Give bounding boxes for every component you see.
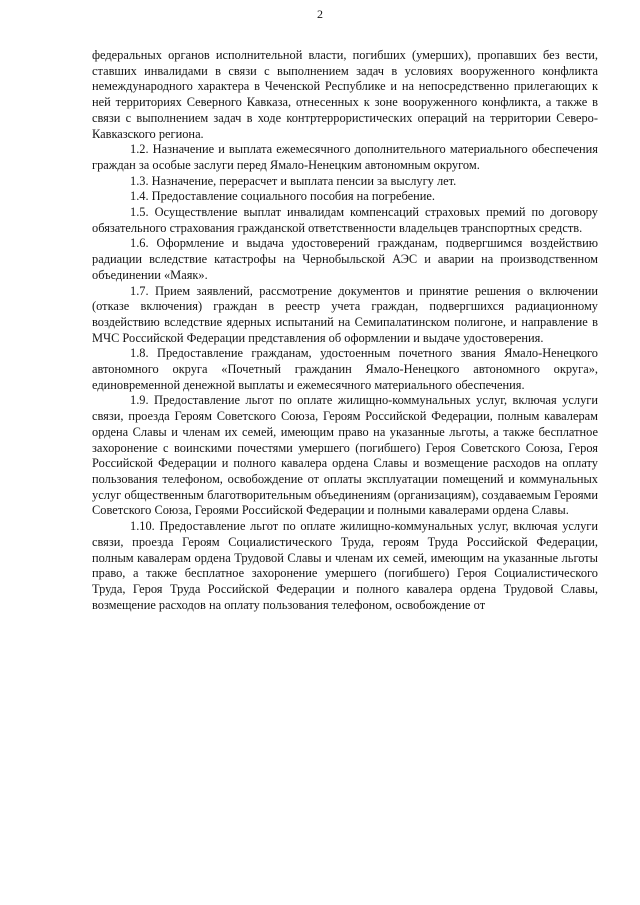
paragraph-1-3: 1.3. Назначение, перерасчет и выплата пенсии за выслугу лет. [130, 173, 457, 188]
paragraph-1-5: 1.5. Осуществление выплат инвалидам компенсаций страховых премий по договору обязательного страхования гражданской ответственности владельцев транспортных средств. [92, 205, 598, 235]
page-number: 2 [317, 7, 323, 21]
paragraph-1-6: 1.6. Оформление и выдача удостоверений гражданам, подвергшимся воздействию радиации вследствие катастрофы на Чернобыльской АЭС и аварии на производственном объединении «Маяк». [92, 236, 598, 282]
paragraph-1-4: 1.4. Предоставление социального пособия на погребение. [130, 189, 435, 204]
paragraph-1-9: 1.9. Предоставление льгот по оплате жилищно-коммунальных услуг, включая услуги связи, проезда Героям Советского Союза, Героям Российской Федерации, полным кавалерам ордена Славы и членам их семей, имеющим право на указанные льготы, а также бесплатное захоронение с воинскими почестями умершего (погибшего) Героя Советского Союза, Героя Российской Федерации и полного кавалера ордена Славы и возмещение расходов на оплату пользования телефоном, освобождение от оплаты эксплуатации помещений и коммунальных услуг общественным благотворительным объединениям (организациям), создаваемым Героями Советского Союза, Героями Российской Федерации и полными кавалерами ордена Славы. [92, 393, 598, 518]
paragraph-1-8: 1.8. Предоставление гражданам, удостоенным почетного звания Ямало-Ненецкого автономного округа «Почетный гражданин Ямало-Ненецкого автономного округа», единовременной денежной выплаты и ежемесячного материального обеспечения. [92, 346, 598, 392]
paragraph-continuation: федеральных органов исполнительной власти, погибших (умерших), пропавших без вести, ставших инвалидами в связи с выполнением задач в условиях вооруженного конфликта немеждународного характера в Чеченской Республике и на непосредственно прилегающих к ней территориях Северного Кавказа, отнесенных к зоне вооруженного конфликта, а также в связи с выполнением задач в ходе контртеррористических операций на территории Северо-Кавказского региона. [92, 48, 598, 141]
document-body [92, 48, 598, 613]
paragraph-1-10: 1.10. Предоставление льгот по оплате жилищно-коммунальных услуг, включая услуги связи, проезда Героям Социалистического Труда, героям Труда Российской Федерации, полным кавалерам ордена Трудовой Славы и членам их семей, имеющим на указанные льготы право, а также бесплатное захоронение умершего (погибшего) Героя Социалистического Труда, Героя Труда Российской Федерации и полного кавалера ордена Трудовой Славы, возмещение расходов на оплату пользования телефоном, освобождение от [92, 519, 598, 612]
paragraph-1-7: 1.7. Прием заявлений, рассмотрение документов и принятие решения о включении (отказе включения) граждан в реестр учета граждан, подвергшихся радиационному воздействию вследствие ядерных испытаний на Семипалатинском полигоне, и направление в МЧС Российской Федерации представления об оформлении и выдаче удостоверения. [92, 283, 598, 345]
paragraph-1-2: 1.2. Назначение и выплата ежемесячного дополнительного материального обеспечения граждан за особые заслуги перед Ямало-Ненецким автономным округом. [92, 142, 598, 172]
